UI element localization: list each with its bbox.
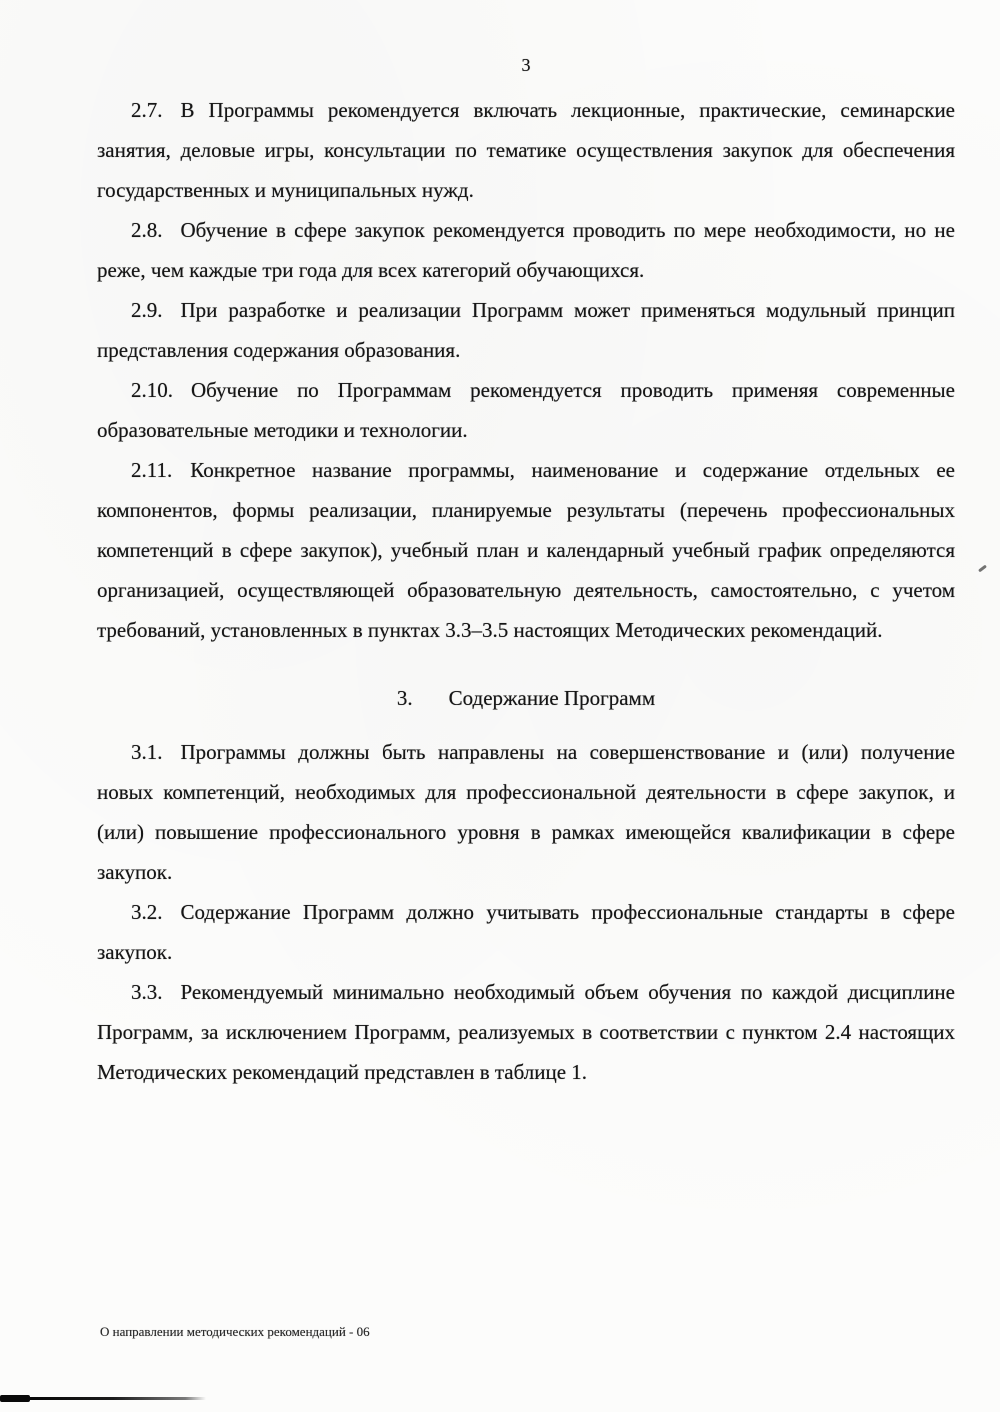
footer-reference-text: О направлении методических рекомендаций - 06	[100, 1324, 370, 1339]
paragraph-2-10-text: Обучение по Программам рекомендуется проводить применяя современные образовательные методики и технологии.	[97, 378, 955, 442]
paragraph-2-11	[97, 450, 955, 650]
paragraph-2-10	[97, 370, 955, 450]
paragraph-3-2	[97, 892, 955, 972]
paragraph-3-2-text: Содержание Программ должно учитывать профессиональные стандарты в сфере закупок.	[97, 900, 955, 964]
paragraph-2-7-text: В Программы рекомендуется включать лекционные, практические, семинарские занятия, деловые игры, консультации по тематике осуществления закупок для обеспечения государственных и муниципальных нужд.	[97, 98, 955, 202]
section-heading	[97, 678, 955, 718]
paragraph-3-3-number: 3.3.	[131, 980, 163, 1004]
paragraph-2-7-number: 2.7.	[131, 98, 163, 122]
paragraph-3-2-number: 3.2.	[131, 900, 163, 924]
paragraph-2-9-number: 2.9.	[131, 298, 163, 322]
paragraph-3-1-text: Программы должны быть направлены на совершенствование и (или) получение новых компетенций, необходимых для профессиональной деятельности в сфере закупок, и (или) повышение профессионального уровня в рамках имеющейся квалификации в сфере закупок.	[97, 740, 955, 884]
page-number: 3	[521, 55, 531, 75]
paragraph-3-3-text: Рекомендуемый минимально необходимый объем обучения по каждой дисциплине Программ, за исключением Программ, реализуемых в соответствии с пунктом 2.4 настоящих Методических рекомендаций представлен в таблице 1.	[97, 980, 955, 1084]
paragraph-2-8-number: 2.8.	[131, 218, 163, 242]
paragraph-2-9-text: При разработке и реализации Программ может применяться модульный принцип представления содержания образования.	[97, 298, 955, 362]
document-body	[97, 90, 955, 1092]
paragraph-2-8	[97, 210, 955, 290]
paragraph-2-8-text: Обучение в сфере закупок рекомендуется проводить по мере необходимости, но не реже, чем каждые три года для всех категорий обучающихся.	[97, 218, 955, 282]
paragraph-2-11-number: 2.11.	[131, 458, 173, 482]
scan-artifact-bottom-line	[0, 1397, 206, 1400]
paragraph-3-3	[97, 972, 955, 1092]
section-heading-number: 3.	[396, 686, 413, 710]
paragraph-2-10-number: 2.10.	[131, 378, 173, 402]
paragraph-3-1-number: 3.1.	[131, 740, 163, 764]
paragraph-2-9	[97, 290, 955, 370]
section-heading-title: Содержание Программ	[448, 686, 656, 710]
paragraph-2-11-text: Конкретное название программы, наименование и содержание отдельных ее компонентов, формы реализации, планируемые результаты (перечень профессиональных компетенций в сфере закупок), учебный план и календарный учебный график определяются организацией, осуществляющей образовательную деятельность, самостоятельно, с учетом требований, установленных в пунктах 3.3–3.5 настоящих Методических рекомендаций.	[97, 458, 955, 642]
scan-artifact-mark	[978, 565, 987, 573]
paragraph-2-7	[97, 90, 955, 210]
paragraph-3-1	[97, 732, 955, 892]
